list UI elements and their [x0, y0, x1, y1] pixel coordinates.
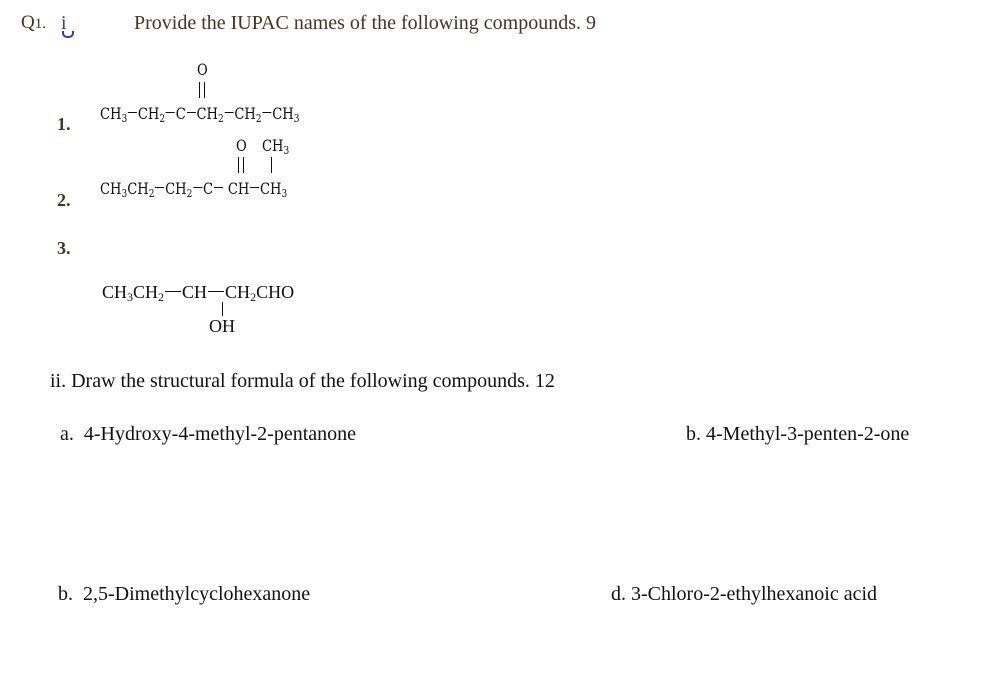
- item-letter: d.: [611, 583, 626, 605]
- item-letter: b.: [686, 423, 701, 445]
- compound-2-number: 2.: [57, 190, 71, 210]
- compound-2-branch: $CH_3$: [262, 136, 290, 157]
- compound-2-carbonyl-oxygen: O: [236, 136, 247, 155]
- item-name: 3-Chloro-2-ethylhexanoic acid: [631, 583, 878, 605]
- compound-3-substituent: OH: [209, 316, 235, 336]
- question-label-sub: 1.: [34, 16, 46, 32]
- underline-hook-icon: [62, 31, 74, 38]
- compound-2-double-bond: [238, 157, 244, 173]
- item-name: 4-Hydroxy-4-methyl-2-pentanone: [83, 423, 357, 445]
- compound-2-branch-bond: [271, 157, 272, 173]
- question-label: [21, 12, 46, 34]
- question-label-main: Q: [21, 12, 35, 33]
- part-ii-item-a: [60, 423, 356, 446]
- compound-2-formula: $CH_3CH_2$ $CH_2$ C CH $CH_3$: [100, 179, 288, 200]
- part-i-marker-text: i: [61, 12, 67, 34]
- part-ii-instruction: ii. Draw the structural formula of the following compounds. 12: [50, 370, 555, 392]
- part-ii-item-c: [58, 583, 310, 606]
- compound-1-carbonyl-oxygen: O: [197, 60, 208, 79]
- item-name: 4-Methyl-3-penten-2-one: [706, 423, 910, 445]
- compound-3-formula: $CH_3CH_2$ CH $CH_2CHO$: [102, 282, 295, 304]
- part-i-marker: [61, 12, 67, 35]
- part-ii-item-d: [611, 583, 877, 606]
- part-i-instruction: Provide the IUPAC names of the following compounds. 9: [134, 12, 597, 34]
- item-letter: a.: [60, 423, 74, 445]
- compound-1-formula: $CH_3$ $CH_2$ C $CH_2$ $CH_2$ $CH_3$: [100, 104, 300, 125]
- part-ii-item-b: [686, 423, 909, 446]
- item-letter: b.: [58, 583, 73, 605]
- compound-3-oh-bond: [222, 302, 223, 316]
- compound-1-double-bond: [199, 82, 205, 98]
- item-name: 2,5-Dimethylcyclohexanone: [83, 583, 311, 605]
- compound-3-number: 3.: [57, 238, 71, 258]
- compound-1-number: 1.: [57, 114, 71, 134]
